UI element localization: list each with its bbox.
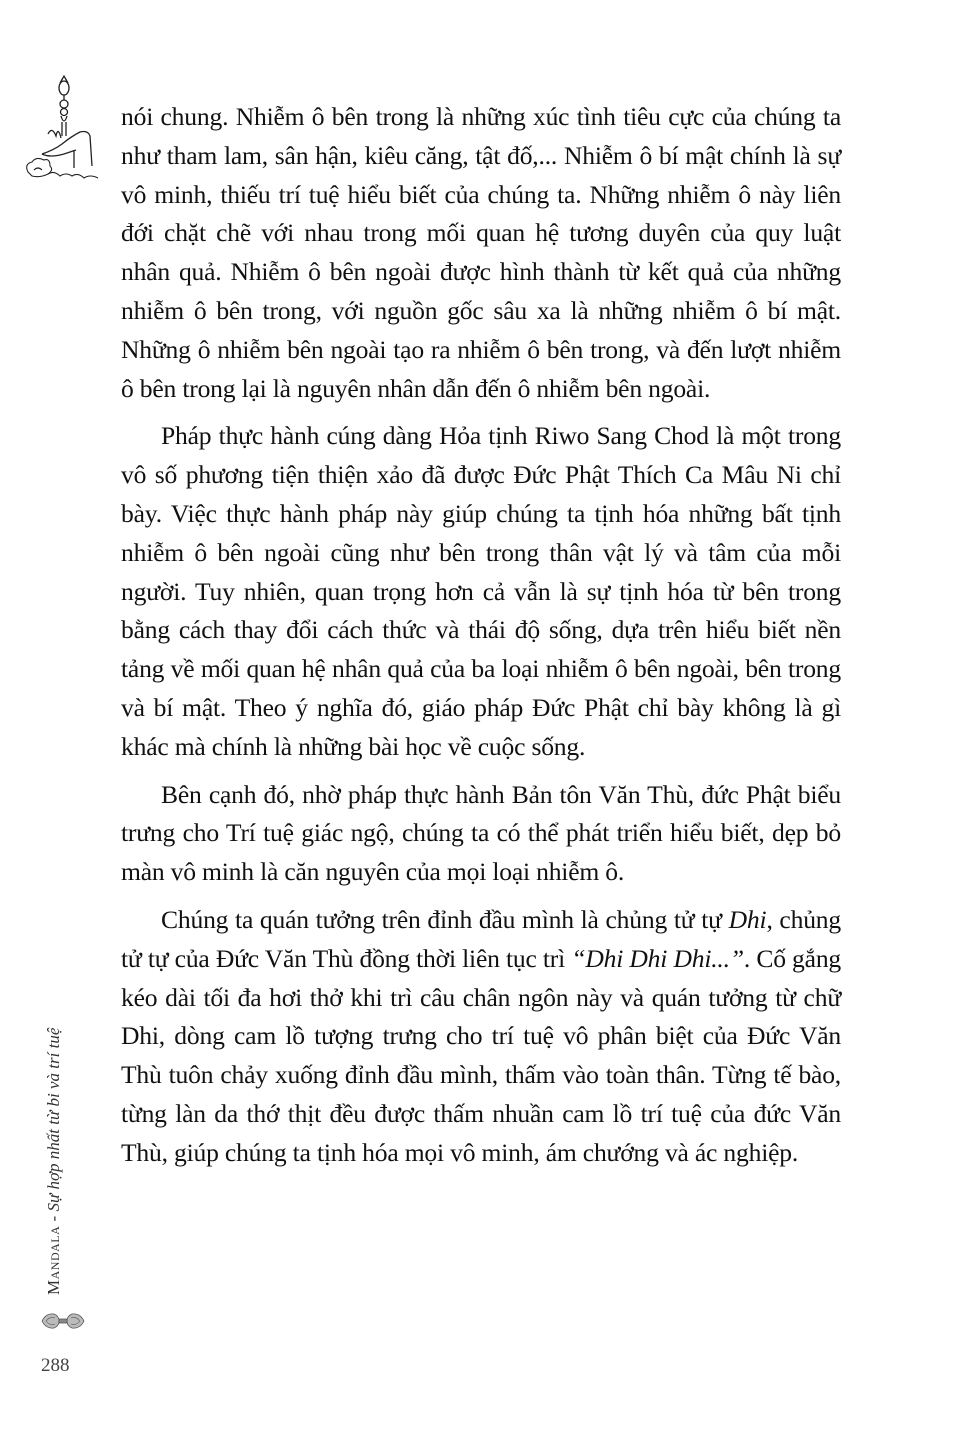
paragraph-4-part-1: Chúng ta quán tưởng trên đỉnh đầu mình là chủng tử tự	[161, 904, 729, 934]
paragraph-4-part-3: . Cố gắng kéo dài tối đa hơi thở khi trì câu chân ngôn này và quán tưởng từ chữ Dhi, dòng cam lồ tượng trưng cho trí tuệ vô phân biệt của Đức Văn Thù tuôn chảy xuống đỉnh đầu mình, thấm vào toàn thân. Từng tế bào, từng làn da thớ thịt đều được thấm nhuần cam lồ trí tuệ của đức Văn Thù, giúp chúng ta tịnh hóa mọi vô minh, ám chướng và ác nghiệp.	[121, 943, 842, 1167]
page-number: 288	[41, 1355, 70, 1376]
body-text	[121, 98, 841, 1173]
paragraph-4-italic-2: “Dhi Dhi Dhi...”	[571, 943, 744, 973]
paragraph-3: Bên cạnh đó, nhờ pháp thực hành Bản tôn Văn Thù, đức Phật biểu trưng cho Trí tuệ giác ngộ, chúng ta có thể phát triển hiểu biết, dẹp bỏ màn vô minh là căn nguyên của mọi loại nhiễm ô.	[121, 779, 841, 887]
paragraph-2: Pháp thực hành cúng dàng Hỏa tịnh Riwo Sang Chod là một trong vô số phương tiện thiện xảo đã được Đức Phật Thích Ca Mâu Ni chỉ bày. Việc thực hành pháp này giúp chúng ta tịnh hóa những bất tịnh nhiễm ô bên ngoài cũng như bên trong thân vật lý và tâm của mỗi người. Tuy nhiên, quan trọng hơn cả vẫn là sự tịnh hóa từ bên trong bằng cách thay đổi cách thức và thái độ sống, dựa trên hiểu biết nền tảng về mối quan hệ nhân quả của ba loại nhiễm ô bên ngoài, bên trong và bí mật. Theo ý nghĩa đó, giáo pháp Đức Phật chỉ bày không là gì khác mà chính là những bài học về cuộc sống.	[121, 421, 841, 761]
running-title-book: Mandala	[44, 1225, 63, 1295]
paragraph-1: nói chung. Nhiễm ô bên trong là những xúc tình tiêu cực của chúng ta như tham lam, sân hận, kiêu căng, tật đố,... Nhiễm ô bí mật chính là sự vô minh, thiếu trí tuệ hiểu biết của chúng ta. Những nhiễm ô này liên đới chặt chẽ với nhau trong mối quan hệ tương duyên của quy luật nhân quả. Nhiễm ô bên ngoài được hình thành từ kết quả của những nhiễm ô bên trong, với nguồn gốc sâu xa là những nhiễm ô bí mật. Những ô nhiễm bên ngoài tạo ra nhiễm ô bên trong, và đến lượt nhiễm ô bên trong lại là nguyên nhân dẫn đến ô nhiễm bên ngoài.	[121, 102, 841, 403]
vajra-icon	[40, 1310, 86, 1332]
running-title-subtitle: Sự hợp nhất từ bi và trí tuệ	[44, 1027, 63, 1212]
running-title-separator: -	[44, 1211, 63, 1226]
paragraph-4-part-2: , chủng tử tự của Đức Văn Thù đồng thời liên tục trì	[121, 904, 841, 973]
paragraph-4	[121, 901, 841, 1173]
running-title	[44, 1028, 64, 1295]
paragraph-4-italic-1: Dhi	[728, 904, 767, 934]
hand-holding-vajra-icon	[14, 74, 104, 184]
